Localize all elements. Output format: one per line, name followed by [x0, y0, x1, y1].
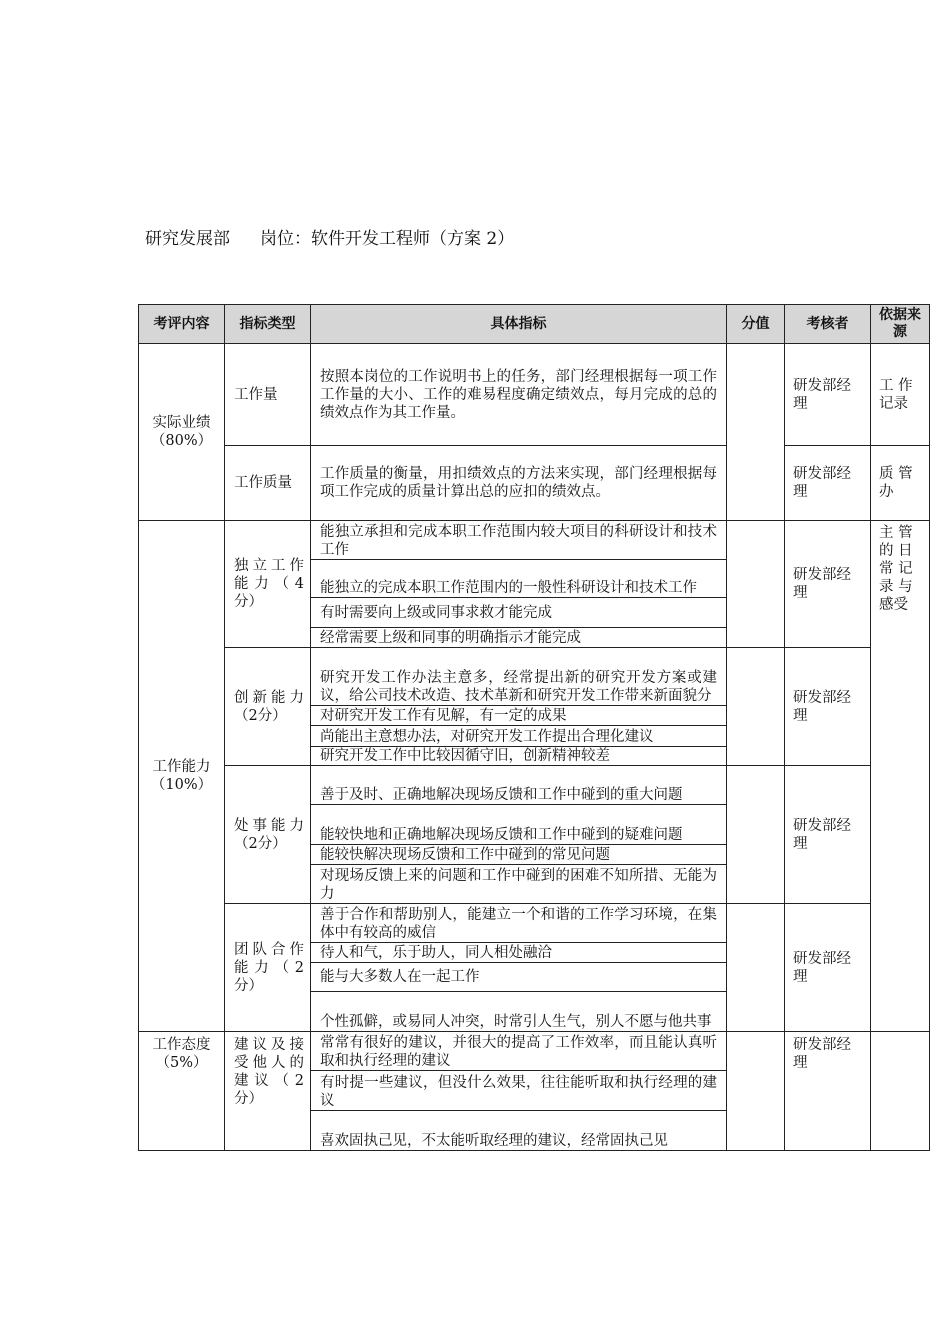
indicator-type: 团队合作能力（2分） [225, 904, 311, 1032]
indicator-text: 常常有很好的建议，并很大的提高了工作效率，而且能认真听取和执行经理的建议 [311, 1032, 727, 1071]
indicator-type: 工作量 [225, 344, 311, 446]
source-cell: 质 管 办 [871, 446, 930, 521]
table-row [139, 766, 930, 805]
position-label: 岗位：软件开发工程师（方案 2） [260, 229, 515, 249]
indicator-text: 善于合作和帮助别人，能建立一个和谐的工作学习环境，在集体中有较高的威信 [311, 904, 727, 943]
col-header-score: 分值 [727, 305, 785, 344]
indicator-text: 经常需要上级和同事的明确指示才能完成 [311, 628, 727, 648]
indicator-text: 研究开发工作中比较因循守旧，创新精神较差 [311, 747, 727, 766]
department-label: 研究发展部 [145, 229, 230, 249]
reviewer-cell: 研发部经理 [785, 446, 871, 521]
col-header-type: 指标类型 [225, 305, 311, 344]
indicator-text: 喜欢固执己见，不太能听取经理的建议，经常固执己见 [311, 1111, 727, 1151]
indicator-text: 待人和气，乐于助人，同人相处融洽 [311, 943, 727, 963]
indicator-text: 尚能出主意想办法，对研究开发工作提出合理化建议 [311, 726, 727, 747]
indicator-text: 按照本岗位的工作说明书上的任务，部门经理根据每一项工作工作量的大小、工作的难易程度确定绩效点，每月完成的总的绩效点作为其工作量。 [311, 344, 727, 446]
indicator-text: 能与大多数人在一起工作 [311, 963, 727, 992]
reviewer-cell: 研发部经理 [785, 521, 871, 648]
reviewer-cell: 研发部经理 [785, 1032, 871, 1151]
indicator-text: 有时提一些建议，但没什么效果，往往能听取和执行经理的建议 [311, 1071, 727, 1111]
source-cell: 工 作 记录 [871, 344, 930, 446]
score-cell [727, 521, 785, 648]
category-performance: 实际业绩（80%） [139, 344, 225, 521]
indicator-text: 能较快解决现场反馈和工作中碰到的常见问题 [311, 845, 727, 865]
source-cell: 主 管 的 日 常 记 录 与 感受 [871, 521, 930, 1032]
category-ability: 工作能力（10%） [139, 521, 225, 1032]
indicator-type: 处事能力（2分） [225, 766, 311, 904]
indicator-type: 创新能力（2分） [225, 648, 311, 766]
score-cell [727, 648, 785, 766]
score-cell [727, 766, 785, 904]
indicator-text: 有时需要向上级或同事求救才能完成 [311, 598, 727, 628]
table-row [139, 904, 930, 943]
col-header-source: 依据来源 [871, 305, 930, 344]
indicator-text: 能较快地和正确地解决现场反馈和工作中碰到的疑难问题 [311, 805, 727, 845]
table-row [139, 344, 930, 446]
col-header-reviewer: 考核者 [785, 305, 871, 344]
page-heading [145, 224, 514, 249]
indicator-type: 建议及接受他人的建议（2分） [225, 1032, 311, 1151]
col-header-content: 考评内容 [139, 305, 225, 344]
indicator-text: 对现场反馈上来的问题和工作中碰到的困难不知所措、无能为力 [311, 865, 727, 904]
indicator-text: 对研究开发工作有见解，有一定的成果 [311, 706, 727, 726]
source-cell [871, 1032, 930, 1151]
table-row [139, 521, 930, 560]
score-cell [727, 1032, 785, 1151]
table-header-row [139, 305, 930, 344]
table-row [139, 1032, 930, 1071]
indicator-text: 能独立的完成本职工作范围内的一般性科研设计和技术工作 [311, 560, 727, 598]
reviewer-cell: 研发部经理 [785, 904, 871, 1032]
indicator-type: 独立工作能力（4分） [225, 521, 311, 648]
category-attitude: 工作态度（5%） [139, 1032, 225, 1151]
evaluation-table [138, 304, 930, 1151]
indicator-text: 能独立承担和完成本职工作范围内较大项目的科研设计和技术工作 [311, 521, 727, 560]
table-row [139, 446, 930, 521]
score-cell [727, 904, 785, 1032]
table-row [139, 648, 930, 706]
indicator-text: 个性孤僻，或易同人冲突，时常引人生气，别人不愿与他共事 [311, 992, 727, 1032]
reviewer-cell: 研发部经理 [785, 766, 871, 904]
reviewer-cell: 研发部经理 [785, 648, 871, 766]
indicator-type: 工作质量 [225, 446, 311, 521]
reviewer-cell: 研发部经理 [785, 344, 871, 446]
col-header-indicator: 具体指标 [311, 305, 727, 344]
indicator-text: 善于及时、正确地解决现场反馈和工作中碰到的重大问题 [311, 766, 727, 805]
indicator-text: 工作质量的衡量，用扣绩效点的方法来实现，部门经理根据每项工作完成的质量计算出总的应扣的绩效点。 [311, 446, 727, 521]
score-cell [727, 344, 785, 521]
indicator-text: 研究开发工作办法主意多，经常提出新的研究开发方案或建议，给公司技术改造、技术革新和研究开发工作带来新面貌分 [311, 648, 727, 706]
